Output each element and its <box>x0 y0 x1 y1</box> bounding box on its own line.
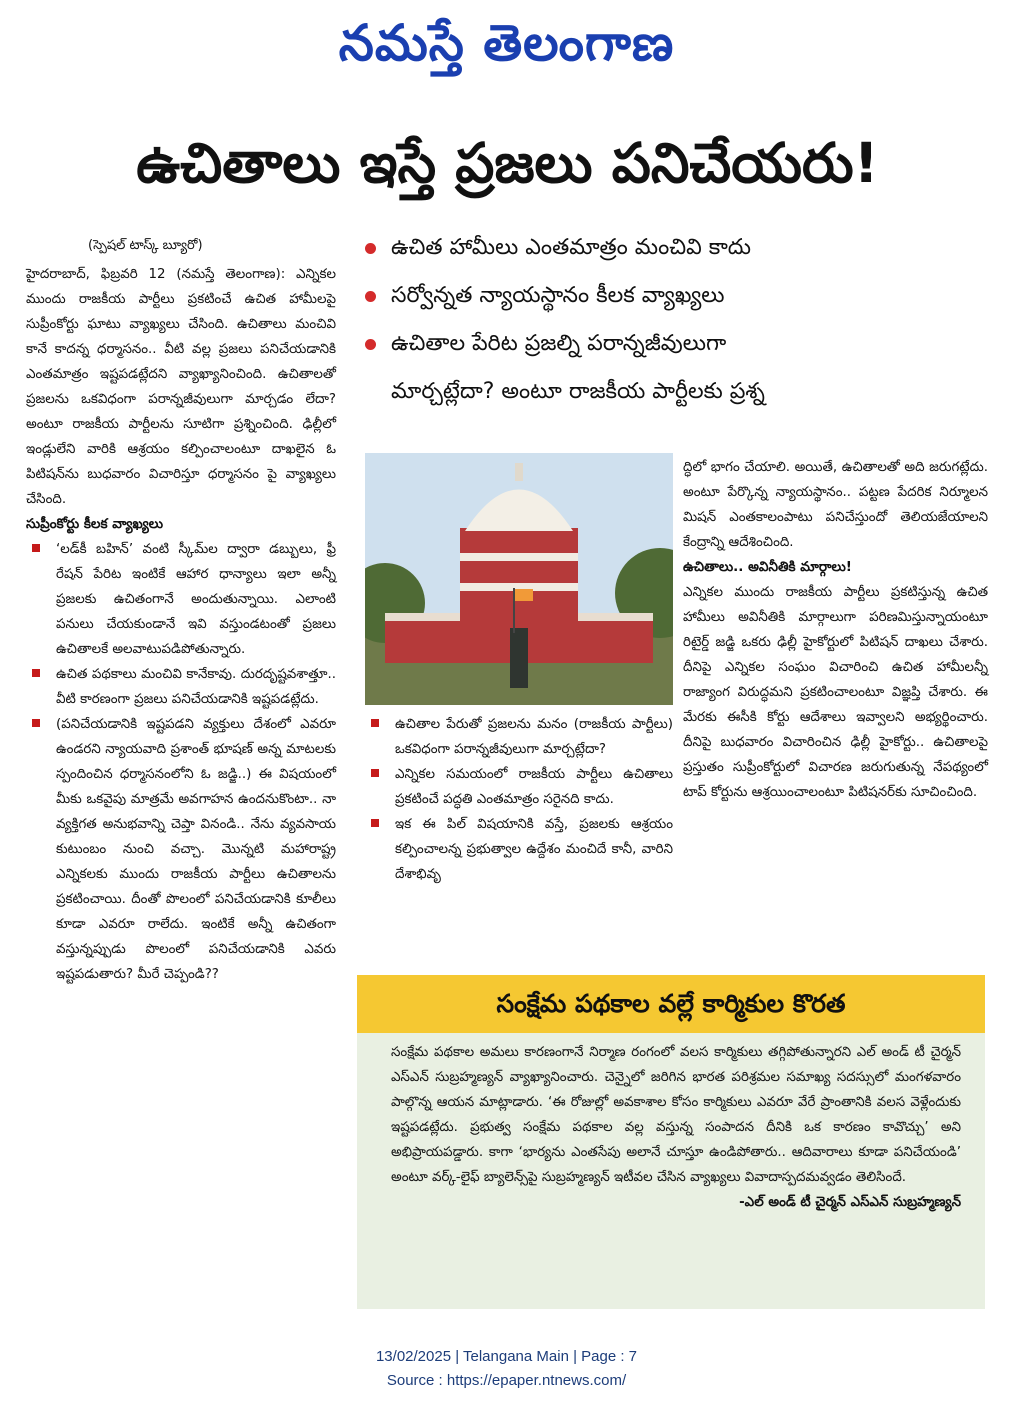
middle-bullet-1: ఉచితాల పేరుతో ప్రజలను మనం (రాజకీయ పార్టీలు) ఒకవిధంగా పరాన్నజీవులుగా మార్చట్లేదా? <box>365 712 673 762</box>
masthead <box>0 8 1013 78</box>
middle-bullet-3: ఇక ఈ పిల్ విషయానికి వస్తే, ప్రజలకు ఆశ్రయం కల్పించాలన్న ప్రభుత్వాల ఉద్దేశం మంచిదే కానీ, వారిని దేశాభివృ <box>365 812 673 887</box>
middle-bullet-2: ఎన్నికల సమయంలో రాజకీయ పార్టీలు ఉచితాలు ప్రకటించే పద్ధతి ఎంతమాత్రం సరైనది కాదు. <box>365 762 673 812</box>
box-title: సంక్షేమ పథకాల వల్లే కార్మికుల కొరత <box>357 975 985 1033</box>
highlight-1: ఉచిత హామీలు ఎంతమాత్రం మంచివి కాదు <box>365 224 985 272</box>
right-subhead: ఉచితాలు.. అవినీతికి మార్గాలు! <box>683 559 852 575</box>
left-bullet-2: ఉచిత పథకాలు మంచివి కానేకావు. దురదృష్టవశాత్తూ.. వీటి కారణంగా ప్రజలు పనిచేయడానికి ఇష్టపడట్లేదు. <box>26 662 336 712</box>
box-signature: -ఎల్ అండ్ టీ చైర్మన్ ఎస్ఎన్ సుబ్రహ్మణ్యన్ <box>739 1195 961 1210</box>
right-column <box>683 455 988 805</box>
supreme-court-illustration <box>365 453 673 705</box>
masthead-title: నమస్తే తెలంగాణ <box>338 13 675 72</box>
highlight-2: సర్వోన్నత న్యాయస్థానం కీలక వ్యాఖ్యలు <box>365 272 985 320</box>
supreme-court-photo <box>365 453 673 705</box>
highlights <box>365 224 985 416</box>
left-column <box>26 262 336 987</box>
footer <box>0 1345 1013 1393</box>
footer-date-line: 13/02/2025 | Telangana Main | Page : 7 <box>375 1348 638 1365</box>
left-subhead: సుప్రీంకోర్టు కీలక వ్యాఖ్యలు <box>26 516 164 532</box>
box-body <box>391 1040 961 1215</box>
highlight-3: ఉచితాల పేరిట ప్రజల్ని పరాన్నజీవులుగా <box>365 320 985 368</box>
headline: ఉచితాలు ఇస్తే ప్రజలు పనిచేయరు! <box>136 131 879 195</box>
highlight-3-cont: మార్చట్లేదా? అంటూ రాజకీయ పార్టీలకు ప్రశ్న <box>391 379 765 404</box>
sidebar-box <box>357 975 985 1309</box>
left-bullet-3: (పనిచేయడానికి ఇష్టపడని వ్యక్తులు దేశంలో ఎవరూ ఉండరని న్యాయవాది ప్రశాంత్ భూషణ్ అన్న మాటలకు స్పందించిన ధర్మాసనంలోని ఓ జడ్జి..) ఈ విషయంలో మీకు ఒకవైపు మాత్రమే అవగాహన ఉందనుకొంటా.. నా వ్యక్తిగత అనుభవాన్ని చెప్తా వినండి.. నేను వ్యవసాయ కుటుంబం నుంచి వచ్చా. మొన్నటి మహారాష్ట్ర ఎన్నికలకు ముందు రాజకీయ పార్టీలు ఉచితాలను ప్రకటించాయి. దీంతో పొలంలో పనిచేయడానికి కూలీలు కూడా ఎవరూ రాలేదు. ఇంటికే అన్నీ ఉచితంగా వస్తున్నప్పుడు పొలంలో పనిచేయడానికి ఎవరు ఇష్టపడుతారు? మీరే చెప్పండి?? <box>26 712 336 987</box>
middle-column <box>365 712 673 887</box>
right-paragraph-1: ద్ధిలో భాగం చేయాలి. అయితే, ఉచితాలతో అది జరుగట్లేదు. అంటూ పేర్కొన్న న్యాయస్థానం.. పట్టణ పేదరిక నిర్మూలన మిషన్ ఎంతకాలంపాటు పనిచేస్తుందో తెలియజేయాలని కేంద్రాన్ని ఆదేశించింది. <box>683 460 988 550</box>
footer-source-link[interactable]: Source : https://epaper.ntnews.com/ <box>386 1372 627 1389</box>
right-paragraph-2: ఎన్నికల ముందు రాజకీయ పార్టీలు ప్రకటిస్తున్న ఉచిత హామీలు అవినీతికి మార్గాలుగా పరిణమిస్తున్నాయంటూ రిటైర్డ్ జడ్జి ఒకరు ఢిల్లీ హైకోర్టులో పిటిషన్ దాఖలు చేశారు. దీనిపై ఎన్నికల సంఘం విచారించి ఉచిత హామీలన్నీ రాజ్యాంగ విరుద్ధమని ప్రకటించాలంటూ విజ్ఞప్తి చేశారు. ఈ మేరకు ఈసీకి కోర్టు ఆదేశాలు ఇవ్వాలని అభ్యర్థించారు. దీనిపై బుధవారం విచారించిన ఢిల్లీ హైకోర్టు.. ఉచితాలపై ప్రస్తుతం సుప్రీంకోర్టులో విచారణ జరుగుతున్న నేపథ్యంలో టాప్ కోర్టును ఆశ్రయించాలంటూ పిటిషనర్‌కు సూచించింది. <box>683 585 988 800</box>
byline: (స్పెషల్ టాస్క్ బ్యూరో) <box>88 238 203 253</box>
box-paragraph: సంక్షేమ పథకాల అమలు కారణంగానే నిర్మాణ రంగంలో వలస కార్మికులు తగ్గిపోతున్నారని ఎల్ అండ్ టీ చైర్మన్ ఎస్ఎన్ సుబ్రహ్మణ్యన్ వ్యాఖ్యానించారు. చెన్నైలో జరిగిన భారత పరిశ్రమల సమాఖ్య సదస్సులో మంగళవారం పాల్గొన్న ఆయన మాట్లాడారు. ‘ఈ రోజుల్లో అవకాశాల కోసం కార్మికులు ఎవరూ వేరే ప్రాంతానికి వలస వెళ్లేందుకు ఇష్టపడట్లేదు. ప్రభుత్వ సంక్షేమ పథకాల వల్ల వస్తున్న సంపాదన దీనికి ఒక కారణం కావొచ్చు’ అని అభిప్రాయపడ్డారు. కాగా ‘భార్యను ఎంతసేపు అలానే చూస్తూ ఉండిపోతారు.. ఆదివారాలు కూడా పనిచేయండి’ అంటూ వర్క్-లైఫ్ బ్యాలెన్స్‌పై సుబ్రహ్మణ్యన్ ఇటీవల చేసిన వ్యాఖ్యలు వివాదాస్పదమవ్వడం తెలిసిందే. <box>391 1045 961 1185</box>
left-bullet-1: ‘లడ్‌కీ బహిన్’ వంటి స్కీమ్‌ల ద్వారా డబ్బులు, ఫ్రీ రేషన్ పేరిట ఇంటికే ఆహార ధాన్యాలు ఇలా అన్నీ ప్రజలకు ఉచితంగానే అందుతున్నాయి. ఎలాంటి పనులు చేయకుండానే ఇవి వస్తుండటంతో ప్రజలు ఉచితాలకే అలవాటుపడిపోతున్నారు. <box>26 537 336 662</box>
intro-paragraph: హైదరాబాద్, ఫిబ్రవరి 12 (నమస్తే తెలంగాణ): ఎన్నికల ముందు రాజకీయ పార్టీలు ప్రకటించే ఉచిత హామీలపై సుప్రీంకోర్టు ఘాటు వ్యాఖ్యలు చేసింది. ఉచితాలు మంచివి కానే కాదన్న ధర్మాసనం.. వీటి వల్ల ప్రజలు పనిచేయడానికి ఎంతమాత్రం ఇష్టపడట్లేదని వ్యాఖ్యానించింది. ఉచితాలతో ప్రజలను ఒకవిధంగా పరాన్నజీవులుగా మార్చడం లేదా? అంటూ రాజకీయ పార్టీలను సూటిగా ప్రశ్నించింది. ఢిల్లీలో ఇండ్లులేని వారికి ఆశ్రయం కల్పించాలంటూ దాఖలైన ఓ పిటిషన్‌ను బుధవారం విచారిస్తూ ధర్మాసనం పై వ్యాఖ్యలు చేసింది. <box>26 267 336 507</box>
